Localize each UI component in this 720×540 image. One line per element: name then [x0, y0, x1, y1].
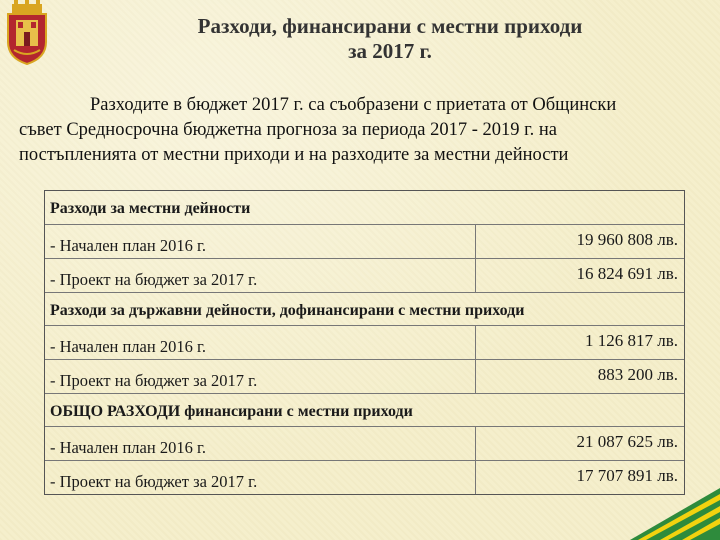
row-label: - Проект на бюджет за 2017 г.: [50, 371, 258, 390]
column-divider: [475, 326, 476, 359]
row-value: 883 200 лв.: [597, 365, 678, 384]
intro-paragraph: [19, 93, 699, 168]
row-label: - Проект на бюджет за 2017 г.: [50, 472, 258, 491]
title-line-1: Разходи, финансирани с местни приходи: [197, 14, 583, 38]
column-divider: [475, 259, 476, 292]
row-label: - Начален план 2016 г.: [50, 236, 206, 255]
page-title: [60, 14, 720, 64]
expenditure-table: [44, 190, 685, 495]
row-label: - Начален план 2016 г.: [50, 438, 206, 457]
row-value: 21 087 625 лв.: [576, 432, 678, 451]
row-value: 17 707 891 лв.: [576, 466, 678, 485]
section-heading-local-activities: [45, 191, 684, 224]
intro-line-1: Разходите в бюджет 2017 г. са съобразени с приетата от Общински: [90, 95, 617, 115]
table-row: [45, 359, 684, 393]
section-heading-label: ОБЩО РАЗХОДИ финансирани с местни приходи: [50, 403, 413, 420]
column-divider: [475, 427, 476, 460]
table-row: [45, 258, 684, 292]
intro-line-3: постъпленията от местни приходи и на разходите за местни дейности: [19, 145, 569, 165]
row-value: 19 960 808 лв.: [576, 230, 678, 249]
title-line-2: за 2017 г.: [348, 39, 432, 63]
table-row: [45, 426, 684, 460]
intro-line-2: съвет Средносрочна бюджетна прогноза за периода 2017 - 2019 г. на: [19, 120, 558, 140]
section-heading-label: Разходи за държавни дейности, дофинансирани с местни приходи: [50, 302, 525, 319]
column-divider: [475, 461, 476, 494]
table-row: [45, 224, 684, 258]
section-heading-total-expenditure: [45, 393, 684, 426]
table-row: [45, 325, 684, 359]
row-label: - Начален план 2016 г.: [50, 337, 206, 356]
row-value: 16 824 691 лв.: [576, 264, 678, 283]
section-heading-label: Разходи за местни дейности: [50, 200, 251, 217]
column-divider: [475, 225, 476, 258]
coat-of-arms-logo: [2, 0, 52, 66]
row-value: 1 126 817 лв.: [584, 331, 678, 350]
corner-stripes-decoration: [550, 480, 720, 540]
section-heading-state-activities: [45, 292, 684, 325]
row-label: - Проект на бюджет за 2017 г.: [50, 270, 258, 289]
column-divider: [475, 360, 476, 393]
